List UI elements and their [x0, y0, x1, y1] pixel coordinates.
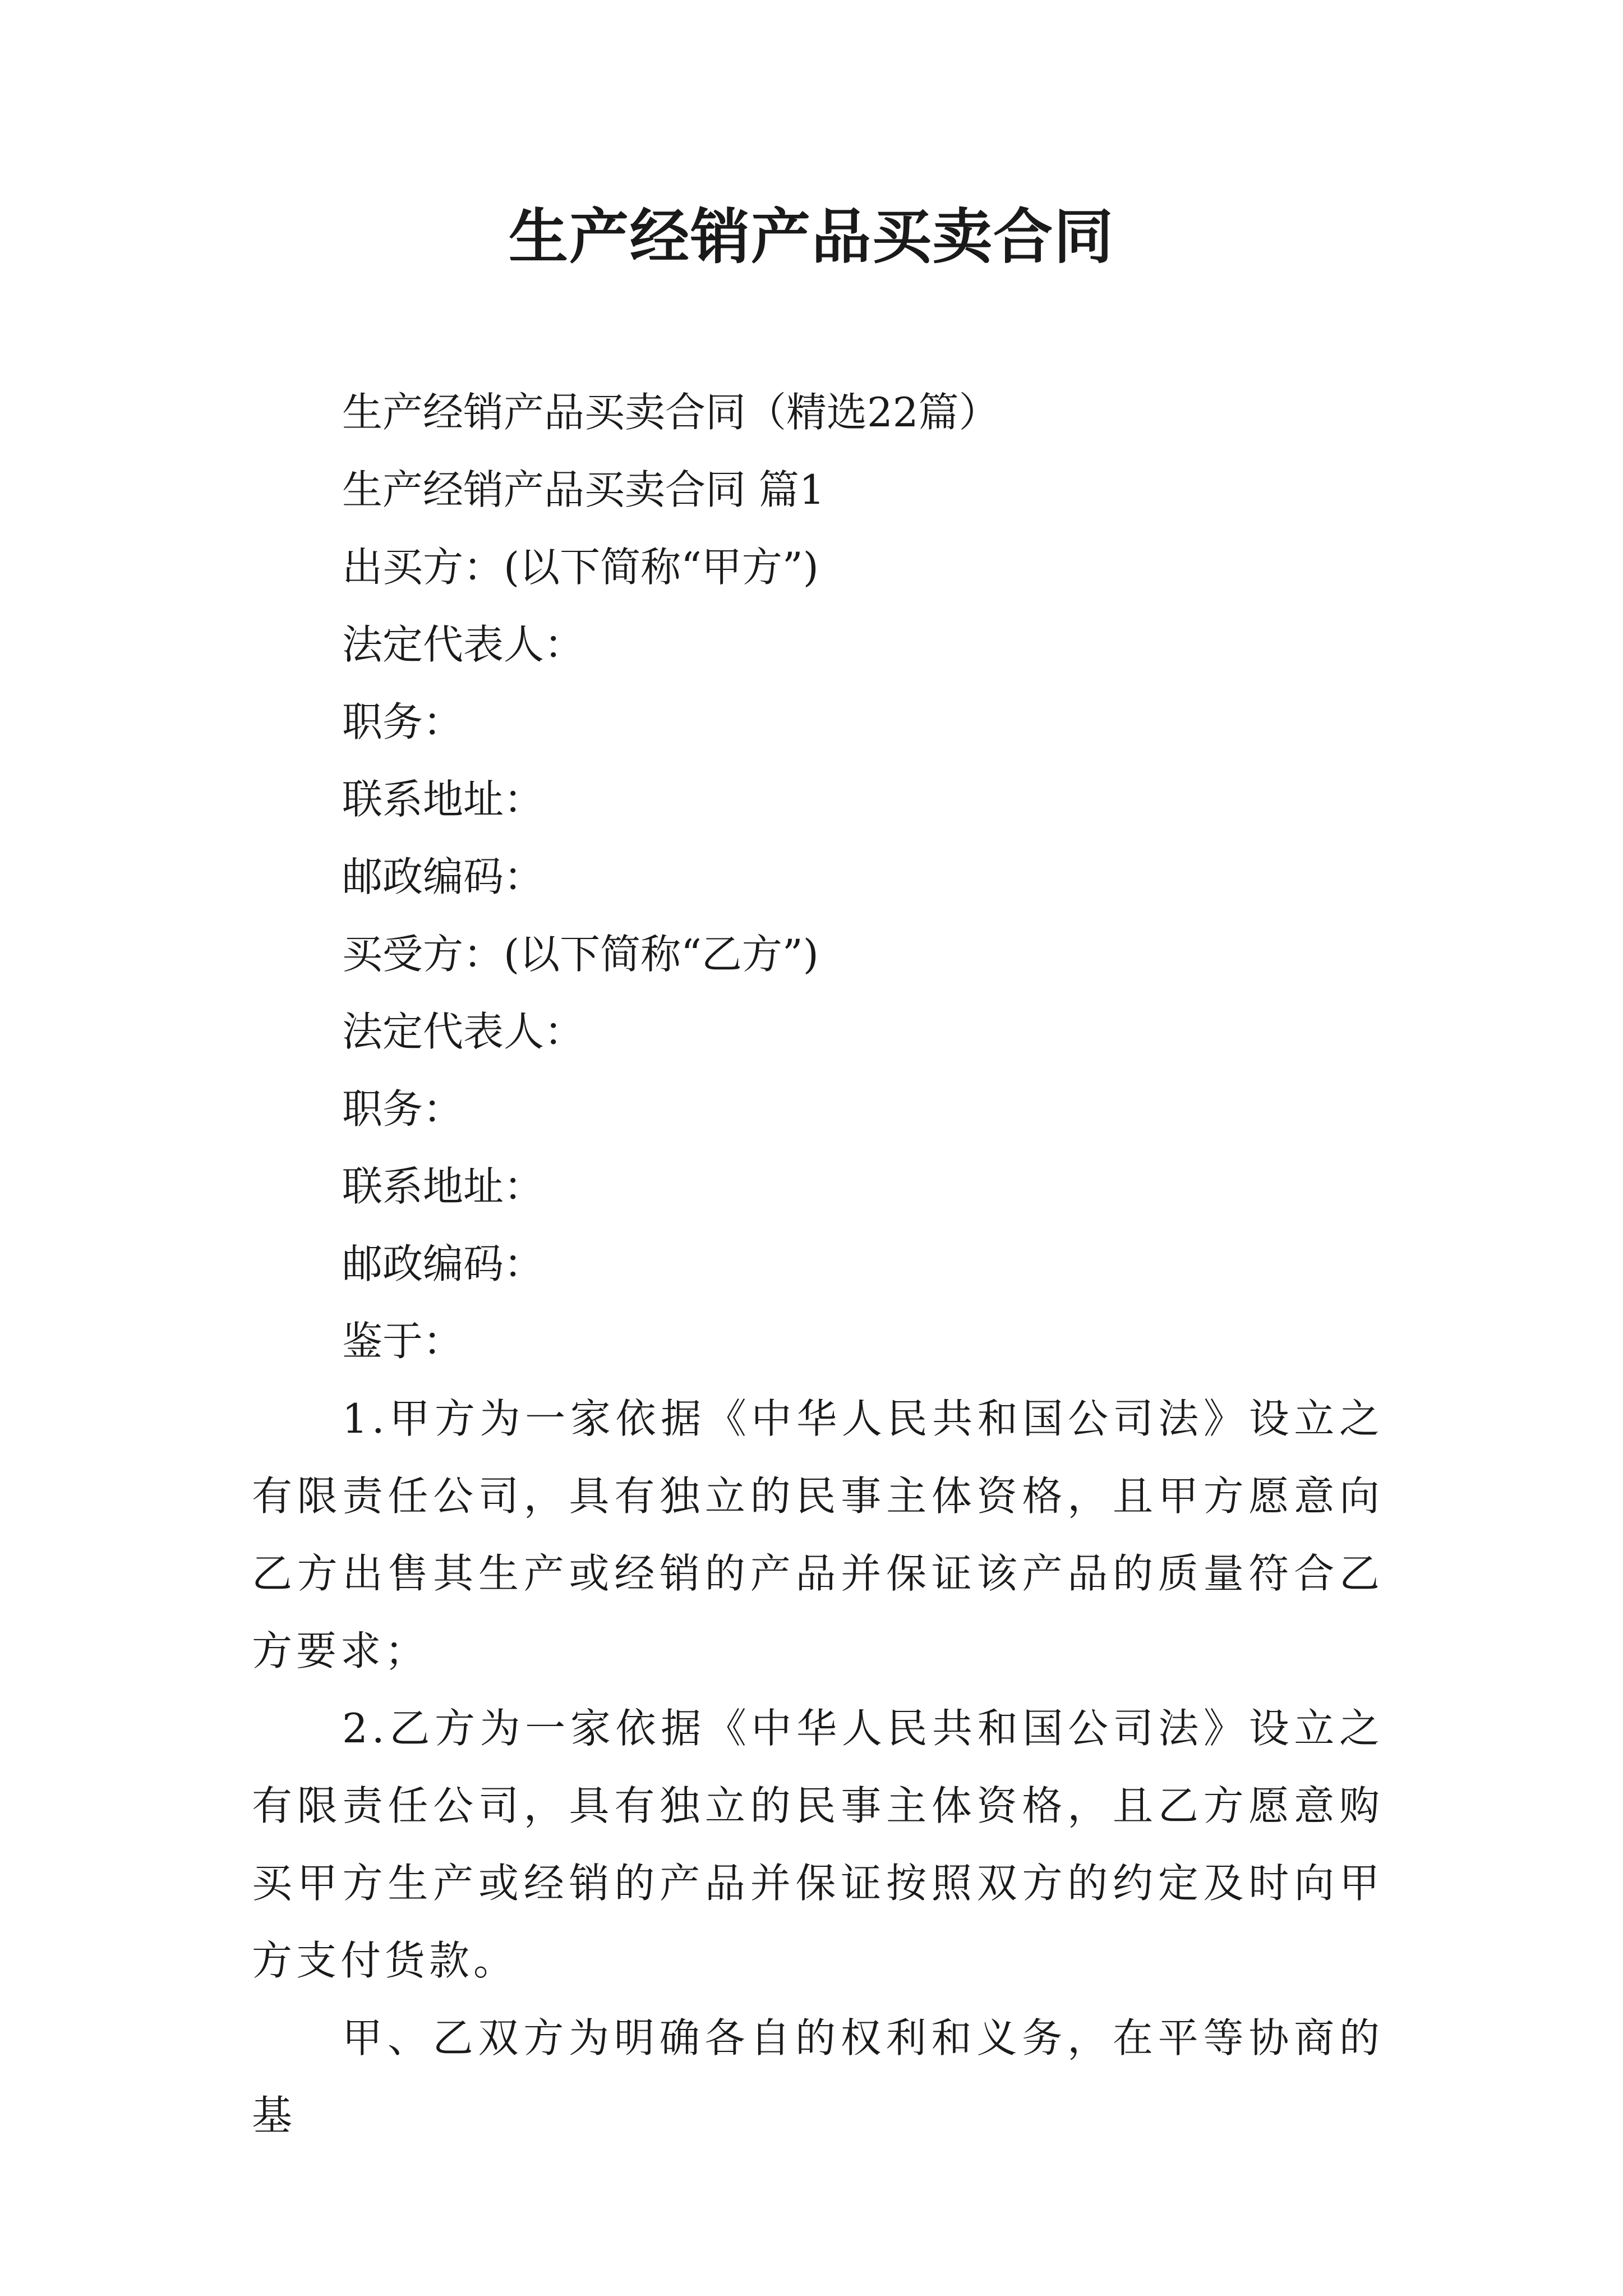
buyer-postcode-label: 邮政编码： — [342, 1240, 545, 1287]
agreement-intro-paragraph: 甲、乙双方为明确各自的权利和义务，在平等协商的基 — [252, 2014, 1384, 2139]
recital-paragraph-2: 2.乙方为一家依据《中华人民共和国公司法》设立之有限责任公司，具有独立的民事主体资格，且乙方愿意购买甲方生产或经销的产品并保证按照双方的约定及时向甲方支付货款。 — [252, 1705, 1384, 1984]
document-body — [252, 374, 1384, 2154]
seller-position-label: 职务： — [342, 698, 464, 746]
subtitle-line: 生产经销产品买卖合同（精选22篇） — [342, 389, 999, 436]
seller-postcode-label: 邮政编码： — [342, 853, 545, 900]
buyer-address-label: 联系地址： — [342, 1163, 545, 1210]
whereas-label: 鉴于： — [342, 1318, 464, 1365]
recital-paragraph-1: 1.甲方为一家依据《中华人民共和国公司法》设立之有限责任公司，具有独立的民事主体资格，且甲方愿意向乙方出售其生产或经销的产品并保证该产品的质量符合乙方要求； — [252, 1395, 1384, 1674]
seller-address-label: 联系地址： — [342, 776, 545, 823]
buyer-position-label: 职务： — [342, 1085, 464, 1133]
buyer-legal-representative-label: 法定代表人： — [342, 1008, 585, 1055]
seller-legal-representative-label: 法定代表人： — [342, 621, 585, 668]
document-title: 生产经销产品买卖合同 — [509, 201, 1114, 272]
seller-label: 出买方：(以下简称“甲方”) — [342, 544, 819, 591]
buyer-label: 买受方：(以下简称“乙方”) — [342, 931, 819, 978]
section-heading: 生产经销产品买卖合同 篇1 — [342, 466, 825, 513]
